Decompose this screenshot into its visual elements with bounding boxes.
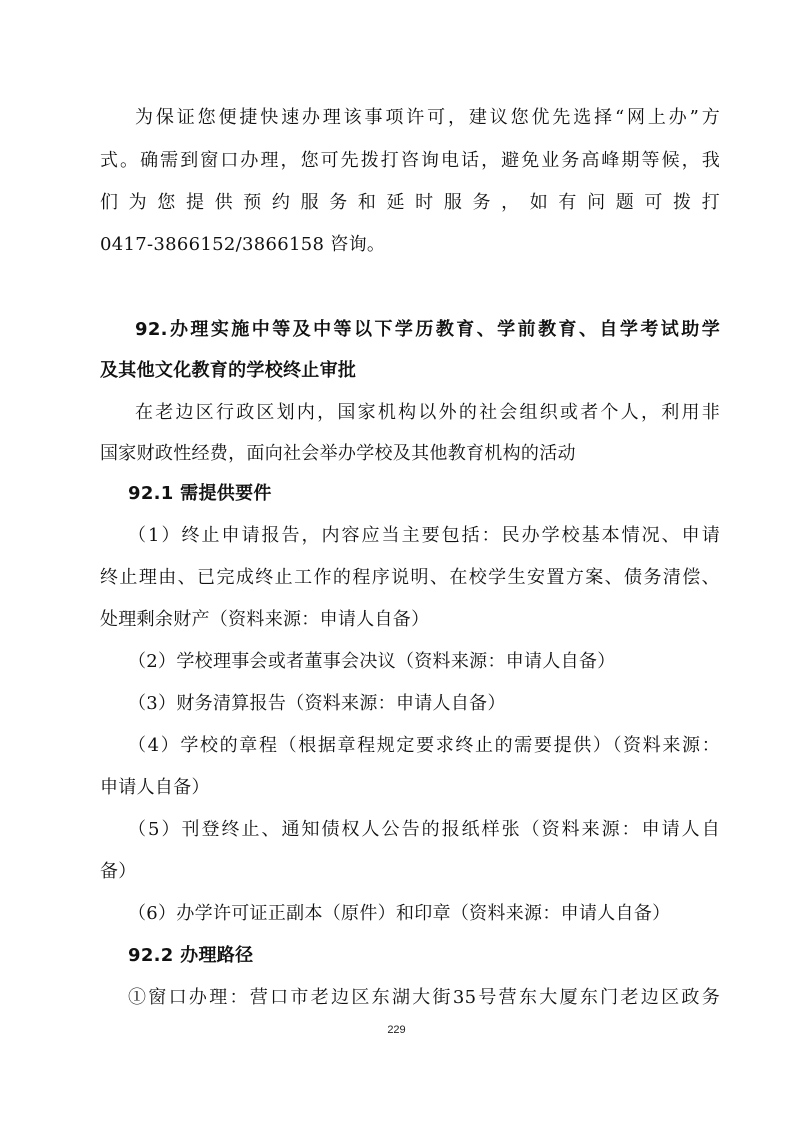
section-title-line-1: 92.办理实施中等及中等以下学历教育、学前教育、自学考试助学 — [135, 319, 720, 340]
path-item-1: ①窗口办理：营口市老边区东湖大街35号营东大厦东门老边区政务 — [128, 987, 720, 1008]
item-4-line-2: 申请人自备） — [100, 777, 210, 798]
intro-line-1: 为保证您便捷快速办理该事项许可，建议您优先选择“网上办”方 — [135, 107, 720, 128]
item-1-line-2: 终止理由、已完成终止工作的程序说明、在校学生安置方案、债务清偿、 — [100, 567, 720, 588]
subsection-title-required-documents: 92.1 需提供要件 — [128, 483, 272, 504]
item-1-line-3: 处理剩余财产（资料来源：申请人自备） — [100, 609, 430, 630]
intro-line-4: 0417-3866152/3866158 咨询。 — [100, 234, 386, 255]
item-1-line-1: （1）终止申请报告，内容应当主要包括：民办学校基本情况、申请 — [128, 525, 720, 546]
section-title-line-2: 及其他文化教育的学校终止审批 — [100, 360, 357, 381]
item-4-line-1: （4）学校的章程（根据章程规定要求终止的需要提供）（资料来源： — [128, 735, 720, 756]
item-5-line-1: （5）刊登终止、通知债权人公告的报纸样张（资料来源：申请人自 — [128, 819, 720, 840]
subsection-title-processing-path: 92.2 办理路径 — [128, 945, 254, 966]
item-3: （3）财务清算报告（资料来源：申请人自备） — [128, 693, 506, 714]
item-6: （6）办学许可证正副本（原件）和印章（资料来源：申请人自备） — [128, 903, 671, 924]
section-description-line-2: 国家财政性经费，面向社会举办学校及其他教育机构的活动 — [100, 443, 576, 464]
item-5-line-2: 备） — [100, 861, 137, 882]
page-number: 229 — [387, 1024, 406, 1036]
section-description-line-1: 在老边区行政区划内，国家机构以外的社会组织或者个人，利用非 — [135, 402, 720, 423]
intro-line-3: 们 为 您 提 供 预 约 服 务 和 延 时 服 务 ， 如 有 问 题 可 拨 打 — [100, 192, 720, 213]
item-2: （2）学校理事会或者董事会决议（资料来源：申请人自备） — [128, 651, 616, 672]
intro-line-2: 式。确需到窗口办理，您可先拨打咨询电话，避免业务高峰期等候，我 — [100, 150, 720, 171]
